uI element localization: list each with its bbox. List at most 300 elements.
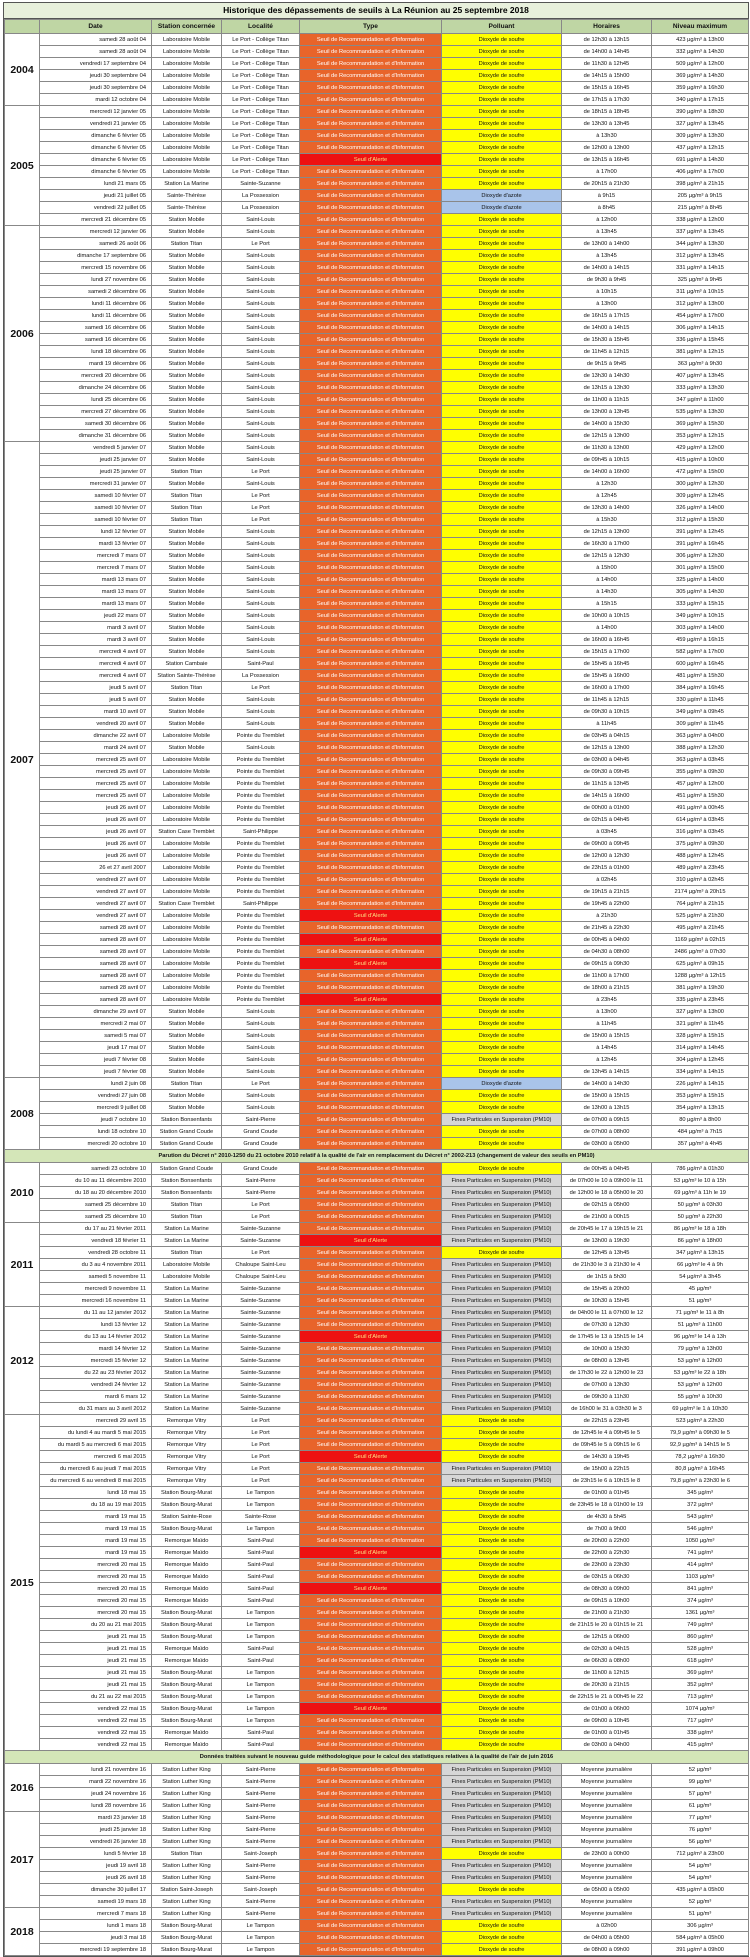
cell-date: jeudi 26 avril 07: [40, 850, 152, 862]
cell-max-level: 363 µg/m³ à 03h45: [652, 754, 749, 766]
cell-station: Station Grand Coude: [152, 1163, 222, 1175]
cell-station: Station Mobile: [152, 1090, 222, 1102]
cell-pollutant: Dioxyde de soufre: [442, 106, 562, 118]
table-row: [5, 334, 749, 346]
cell-hours: de 09h45 le 5 à 09h15 le 6: [562, 1439, 652, 1451]
cell-date: mercredi 2 mai 07: [40, 1018, 152, 1030]
cell-type: Seuil de Recommandation et d'Information: [300, 1631, 442, 1643]
cell-pollutant: Dioxyde de soufre: [442, 82, 562, 94]
cell-station: Laboratoire Mobile: [152, 814, 222, 826]
cell-date: dimanche 6 février 05: [40, 166, 152, 178]
cell-type: Seuil de Recommandation et d'Information: [300, 1114, 442, 1126]
cell-hours: de 22h15 le 21 à 00h45 le 22: [562, 1691, 652, 1703]
cell-type: Seuil de Recommandation et d'Information: [300, 1391, 442, 1403]
cell-max-level: 415 µg/m³ à 10h00: [652, 454, 749, 466]
cell-type: Seuil de Recommandation et d'Information: [300, 370, 442, 382]
cell-pollutant: Fines Particules en Suspension (PM10): [442, 1463, 562, 1475]
cell-max-level: 359 µg/m³ à 16h30: [652, 82, 749, 94]
table-row: [5, 286, 749, 298]
cell-station: Laboratoire Mobile: [152, 70, 222, 82]
cell-date: samedi 5 novembre 11: [40, 1271, 152, 1283]
cell-hours: de 20h00 à 22h00: [562, 1535, 652, 1547]
cell-max-level: 69 µg/m³ à 11h le 19: [652, 1187, 749, 1199]
cell-pollutant: Dioxyde de soufre: [442, 1547, 562, 1559]
cell-type: Seuil de Recommandation et d'Information: [300, 538, 442, 550]
table-row: [5, 658, 749, 670]
cell-pollutant: Dioxyde de soufre: [442, 910, 562, 922]
cell-max-level: 741 µg/m³: [652, 1547, 749, 1559]
cell-station: Station Mobile: [152, 478, 222, 490]
table-title: Historique des dépassements de seuils à La Réunion au 25 septembre 2018: [4, 3, 748, 19]
cell-type: Seuil de Recommandation et d'Information: [300, 1691, 442, 1703]
cell-station: Station Luther King: [152, 1800, 222, 1812]
cell-type: Seuil de Recommandation et d'Information: [300, 1427, 442, 1439]
cell-max-level: 96 µg/m³ le 14 à 13h: [652, 1331, 749, 1343]
cell-date: mardi 3 avril 07: [40, 634, 152, 646]
cell-date: vendredi 18 février 11: [40, 1235, 152, 1247]
cell-max-level: 528 µg/m³: [652, 1643, 749, 1655]
cell-type: Seuil de Recommandation et d'Information: [300, 478, 442, 490]
cell-type: Seuil de Recommandation et d'Information: [300, 1776, 442, 1788]
cell-hours: Moyenne journalière: [562, 1776, 652, 1788]
cell-station: Station Mobile: [152, 598, 222, 610]
cell-station: Station Mobile: [152, 454, 222, 466]
table-row: [5, 778, 749, 790]
cell-hours: de 01h00 à 01h45: [562, 1727, 652, 1739]
cell-locality: Saint-Louis: [222, 358, 300, 370]
table-row: [5, 442, 749, 454]
cell-hours: de 03h00 à 04h45: [562, 754, 652, 766]
cell-hours: à 13h00: [562, 298, 652, 310]
cell-station: Laboratoire Mobile: [152, 922, 222, 934]
table-row: [5, 934, 749, 946]
cell-station: Station Mobile: [152, 334, 222, 346]
cell-locality: Le Port - Collège Titan: [222, 34, 300, 46]
cell-locality: Sainte-Suzanne: [222, 178, 300, 190]
cell-type: Seuil de Recommandation et d'Information: [300, 1187, 442, 1199]
cell-hours: de 9h30 à 9h45: [562, 274, 652, 286]
cell-station: Station La Marine: [152, 1307, 222, 1319]
header-year: [5, 20, 40, 34]
cell-hours: de 15h45 à 16h00: [562, 670, 652, 682]
cell-date: lundi 18 mai 15: [40, 1487, 152, 1499]
cell-max-level: 56 µg/m³: [652, 1836, 749, 1848]
header-date: Date: [40, 20, 152, 34]
cell-station: Laboratoire Mobile: [152, 118, 222, 130]
cell-max-level: 51 µg/m³: [652, 1908, 749, 1920]
cell-max-level: 749 µg/m³: [652, 1619, 749, 1631]
cell-locality: Saint-Louis: [222, 382, 300, 394]
cell-pollutant: Dioxyde de soufre: [442, 1595, 562, 1607]
cell-type: Seuil de Recommandation et d'Information: [300, 1126, 442, 1138]
cell-station: Station Mobile: [152, 274, 222, 286]
cell-pollutant: Dioxyde de soufre: [442, 94, 562, 106]
table-row: [5, 598, 749, 610]
table-row: [5, 1391, 749, 1403]
cell-type: Seuil d'Alerte: [300, 154, 442, 166]
table-row: [5, 1727, 749, 1739]
cell-max-level: 301 µg/m³ à 15h00: [652, 562, 749, 574]
cell-max-level: 349 µg/m³ à 09h45: [652, 706, 749, 718]
cell-type: Seuil de Recommandation et d'Information: [300, 1884, 442, 1896]
cell-max-level: 764 µg/m³ à 21h15: [652, 898, 749, 910]
cell-type: Seuil de Recommandation et d'Information: [300, 1739, 442, 1751]
table-row: [5, 406, 749, 418]
cell-station: Laboratoire Mobile: [152, 994, 222, 1006]
cell-max-level: 309 µg/m³ à 12h45: [652, 490, 749, 502]
cell-locality: Pointe du Tremblet: [222, 934, 300, 946]
cell-pollutant: Dioxyde de soufre: [442, 1138, 562, 1150]
table-row: [5, 1175, 749, 1187]
cell-pollutant: Fines Particules en Suspension (PM10): [442, 1872, 562, 1884]
cell-hours: de 17h30 le 22 à 12h00 le 23: [562, 1367, 652, 1379]
cell-locality: Saint-Louis: [222, 718, 300, 730]
table-row: [5, 1523, 749, 1535]
cell-type: Seuil de Recommandation et d'Information: [300, 1283, 442, 1295]
cell-locality: Saint-Louis: [222, 598, 300, 610]
table-row: [5, 994, 749, 1006]
cell-pollutant: Dioxyde de soufre: [442, 754, 562, 766]
table-row: [5, 1667, 749, 1679]
cell-date: vendredi 17 septembre 04: [40, 58, 152, 70]
cell-date: lundi 1 mars 18: [40, 1920, 152, 1932]
cell-locality: Saint-Louis: [222, 406, 300, 418]
cell-hours: de 7h00 à 9h00: [562, 1523, 652, 1535]
cell-type: Seuil de Recommandation et d'Information: [300, 766, 442, 778]
table-row: [5, 1739, 749, 1751]
cell-type: Seuil de Recommandation et d'Information: [300, 1944, 442, 1956]
cell-locality: Saint-Louis: [222, 1066, 300, 1078]
table-row: [5, 1199, 749, 1211]
cell-station: Station Mobile: [152, 622, 222, 634]
cell-hours: de 10h00 à 10h15: [562, 610, 652, 622]
table-row: [5, 1271, 749, 1283]
cell-pollutant: Dioxyde de soufre: [442, 454, 562, 466]
cell-max-level: 372 µg/m³: [652, 1499, 749, 1511]
cell-pollutant: Fines Particules en Suspension (PM10): [442, 1199, 562, 1211]
cell-locality: Saint-Pierre: [222, 1908, 300, 1920]
cell-pollutant: Dioxyde de soufre: [442, 214, 562, 226]
cell-locality: Le Tampon: [222, 1932, 300, 1944]
cell-max-level: 78,2 µg/m³ à 16h30: [652, 1451, 749, 1463]
cell-locality: Saint-Pierre: [222, 1764, 300, 1776]
cell-max-level: 71 µg/m³ le 11 à 8h: [652, 1307, 749, 1319]
table-row: [5, 622, 749, 634]
cell-date: samedi 28 août 04: [40, 46, 152, 58]
cell-pollutant: Dioxyde de soufre: [442, 1667, 562, 1679]
cell-locality: Le Tampon: [222, 1944, 300, 1956]
cell-pollutant: Dioxyde de soufre: [442, 922, 562, 934]
header-row: [5, 20, 749, 34]
cell-date: mercredi 7 mars 18: [40, 1908, 152, 1920]
cell-date: du 10 au 11 décembre 2010: [40, 1175, 152, 1187]
cell-type: Seuil de Recommandation et d'Information: [300, 1030, 442, 1042]
cell-date: jeudi 7 octobre 10: [40, 1114, 152, 1126]
table-row: [5, 970, 749, 982]
table-row: [5, 1559, 749, 1571]
cell-pollutant: Fines Particules en Suspension (PM10): [442, 1764, 562, 1776]
cell-station: Station Bourg-Murat: [152, 1944, 222, 1956]
cell-date: vendredi 20 avril 07: [40, 718, 152, 730]
cell-locality: Pointe du Tremblet: [222, 958, 300, 970]
cell-hours: de 23h00 à 23h30: [562, 1559, 652, 1571]
cell-pollutant: Dioxyde de soufre: [442, 658, 562, 670]
cell-hours: de 20h45 le 17 à 19h15 le 21: [562, 1223, 652, 1235]
cell-date: samedi 28 avril 07: [40, 934, 152, 946]
cell-date: samedi 28 avril 07: [40, 922, 152, 934]
cell-date: mercredi 20 octobre 10: [40, 1138, 152, 1150]
cell-pollutant: Dioxyde de soufre: [442, 562, 562, 574]
cell-pollutant: Fines Particules en Suspension (PM10): [442, 1187, 562, 1199]
cell-type: Seuil de Recommandation et d'Information: [300, 1463, 442, 1475]
cell-station: Station La Marine: [152, 1331, 222, 1343]
table-row: [5, 838, 749, 850]
cell-pollutant: Dioxyde de soufre: [442, 418, 562, 430]
cell-pollutant: Dioxyde de soufre: [442, 862, 562, 874]
cell-station: Station Bourg-Murat: [152, 1667, 222, 1679]
cell-pollutant: Dioxyde de soufre: [442, 274, 562, 286]
cell-date: lundi 12 février 07: [40, 526, 152, 538]
cell-max-level: 414 µg/m³: [652, 1559, 749, 1571]
table-row: [5, 718, 749, 730]
cell-station: Station Bourg-Murat: [152, 1607, 222, 1619]
table-row: [5, 1703, 749, 1715]
cell-hours: à 14h45: [562, 1042, 652, 1054]
table-row: [5, 1860, 749, 1872]
cell-pollutant: Dioxyde de soufre: [442, 142, 562, 154]
cell-type: Seuil de Recommandation et d'Information: [300, 1824, 442, 1836]
cell-hours: de 23h15 le 6 à 10h15 le 8: [562, 1475, 652, 1487]
cell-max-level: 312 µg/m³ à 13h00: [652, 298, 749, 310]
cell-pollutant: Dioxyde de soufre: [442, 1487, 562, 1499]
cell-locality: Le Port: [222, 1463, 300, 1475]
table-row: [5, 190, 749, 202]
cell-date: jeudi 21 mai 15: [40, 1667, 152, 1679]
cell-date: dimanche 30 juillet 17: [40, 1884, 152, 1896]
table-row: [5, 1848, 749, 1860]
cell-type: Seuil de Recommandation et d'Information: [300, 202, 442, 214]
cell-date: mercredi 12 janvier 06: [40, 226, 152, 238]
cell-locality: Saint-Louis: [222, 1090, 300, 1102]
cell-station: Laboratoire Mobile: [152, 754, 222, 766]
cell-locality: Sainte-Suzanne: [222, 1367, 300, 1379]
cell-hours: de 16h30 à 17h00: [562, 538, 652, 550]
table-row: [5, 1247, 749, 1259]
regulation-note-row: [5, 1751, 749, 1764]
cell-locality: Le Port: [222, 502, 300, 514]
cell-pollutant: Dioxyde de soufre: [442, 1126, 562, 1138]
cell-max-level: 304 µg/m³ à 12h45: [652, 1054, 749, 1066]
cell-station: Station Bourg-Murat: [152, 1691, 222, 1703]
cell-hours: de 07h00 à 08h00: [562, 1126, 652, 1138]
table-row: [5, 1884, 749, 1896]
cell-pollutant: Dioxyde de soufre: [442, 34, 562, 46]
cell-max-level: 51 µg/m³ à 11h00: [652, 1319, 749, 1331]
table-row: [5, 514, 749, 526]
cell-max-level: 625 µg/m³ à 09h15: [652, 958, 749, 970]
cell-type: Seuil de Recommandation et d'Information: [300, 1295, 442, 1307]
table-row: [5, 358, 749, 370]
cell-station: Station Bourg-Murat: [152, 1715, 222, 1727]
table-row: [5, 1054, 749, 1066]
cell-date: du 22 au 23 février 2012: [40, 1367, 152, 1379]
cell-station: Station Bourg-Murat: [152, 1619, 222, 1631]
table-row: [5, 1776, 749, 1788]
cell-date: samedi 28 avril 07: [40, 982, 152, 994]
table-row: [5, 1788, 749, 1800]
cell-locality: Pointe du Tremblet: [222, 850, 300, 862]
cell-station: Remorque Vitry: [152, 1427, 222, 1439]
cell-date: mercredi 9 novembre 11: [40, 1283, 152, 1295]
cell-station: Station La Marine: [152, 1283, 222, 1295]
cell-date: mercredi 12 janvier 05: [40, 106, 152, 118]
cell-station: Station Bourg-Murat: [152, 1679, 222, 1691]
cell-max-level: 435 µg/m³ à 05h00: [652, 1884, 749, 1896]
cell-date: jeudi 21 mai 15: [40, 1655, 152, 1667]
cell-max-level: 406 µg/m³ à 17h00: [652, 166, 749, 178]
cell-date: mardi 13 février 07: [40, 538, 152, 550]
cell-max-level: 53 µg/m³ à 12h00: [652, 1355, 749, 1367]
table-row: [5, 886, 749, 898]
cell-locality: Saint-Paul: [222, 658, 300, 670]
cell-date: du 20 au 21 mai 2015: [40, 1619, 152, 1631]
cell-date: du 13 au 14 février 2012: [40, 1331, 152, 1343]
cell-type: Seuil de Recommandation et d'Information: [300, 1066, 442, 1078]
cell-station: Station Titan: [152, 502, 222, 514]
cell-date: jeudi 21 mai 15: [40, 1679, 152, 1691]
cell-hours: de 03h15 à 06h30: [562, 1571, 652, 1583]
cell-max-level: 1361 µg/m³: [652, 1607, 749, 1619]
cell-locality: Pointe du Tremblet: [222, 970, 300, 982]
cell-date: mardi 24 avril 07: [40, 742, 152, 754]
cell-max-level: 310 µg/m³ à 02h45: [652, 874, 749, 886]
cell-max-level: 311 µg/m³ à 10h15: [652, 286, 749, 298]
cell-hours: de 14h00 à 16h00: [562, 466, 652, 478]
cell-type: Seuil de Recommandation et d'Information: [300, 142, 442, 154]
table-row: [5, 1631, 749, 1643]
cell-date: vendredi 21 janvier 05: [40, 118, 152, 130]
cell-locality: Le Port: [222, 1078, 300, 1090]
cell-locality: Sainte-Suzanne: [222, 1343, 300, 1355]
table-row: [5, 310, 749, 322]
cell-pollutant: Dioxyde de soufre: [442, 886, 562, 898]
table-row: [5, 1018, 749, 1030]
cell-locality: Saint-Louis: [222, 1054, 300, 1066]
cell-max-level: 80 µg/m³ à 8h00: [652, 1114, 749, 1126]
cell-station: Remorque Maïdo: [152, 1655, 222, 1667]
cell-type: Seuil de Recommandation et d'Information: [300, 418, 442, 430]
cell-pollutant: Dioxyde de soufre: [442, 358, 562, 370]
cell-station: Laboratoire Mobile: [152, 154, 222, 166]
cell-station: Laboratoire Mobile: [152, 862, 222, 874]
cell-date: vendredi 27 avril 07: [40, 886, 152, 898]
cell-type: Seuil de Recommandation et d'Information: [300, 226, 442, 238]
cell-station: Station La Marine: [152, 1295, 222, 1307]
cell-station: Laboratoire Mobile: [152, 970, 222, 982]
cell-station: Station La Marine: [152, 1367, 222, 1379]
cell-pollutant: Dioxyde de soufre: [442, 1163, 562, 1175]
cell-type: Seuil de Recommandation et d'Information: [300, 1595, 442, 1607]
cell-date: mercredi 25 avril 07: [40, 778, 152, 790]
cell-hours: à 14h30: [562, 586, 652, 598]
cell-station: Station Mobile: [152, 742, 222, 754]
table-row: [5, 106, 749, 118]
cell-type: Seuil de Recommandation et d'Information: [300, 1054, 442, 1066]
cell-max-level: 305 µg/m³ à 14h30: [652, 586, 749, 598]
table-row: [5, 214, 749, 226]
cell-type: Seuil de Recommandation et d'Information: [300, 394, 442, 406]
cell-station: Remorque Maïdo: [152, 1559, 222, 1571]
cell-date: du mercredi 6 au jeudi 7 mai 2015: [40, 1463, 152, 1475]
cell-station: Station Case Tremblet: [152, 898, 222, 910]
cell-hours: à 11h45: [562, 718, 652, 730]
cell-hours: de 11h00 à 11h15: [562, 394, 652, 406]
cell-max-level: 205 µg/m³ à 9h15: [652, 190, 749, 202]
cell-date: jeudi 7 février 08: [40, 1066, 152, 1078]
cell-locality: Saint-Pierre: [222, 1776, 300, 1788]
cell-hours: de 01h00 à 01h45: [562, 1487, 652, 1499]
table-row: [5, 610, 749, 622]
cell-station: Sainte-Thérèse: [152, 202, 222, 214]
cell-date: mardi 10 avril 07: [40, 706, 152, 718]
cell-type: Seuil d'Alerte: [300, 1331, 442, 1343]
cell-station: Station Titan: [152, 490, 222, 502]
cell-type: Seuil de Recommandation et d'Information: [300, 1848, 442, 1860]
cell-type: Seuil de Recommandation et d'Information: [300, 790, 442, 802]
cell-locality: Saint-Louis: [222, 550, 300, 562]
cell-hours: de 11h30 à 12h45: [562, 58, 652, 70]
cell-station: Station La Marine: [152, 1391, 222, 1403]
cell-pollutant: Fines Particules en Suspension (PM10): [442, 1776, 562, 1788]
cell-pollutant: Dioxyde de soufre: [442, 946, 562, 958]
cell-max-level: 45 µg/m³: [652, 1283, 749, 1295]
cell-locality: Le Port: [222, 1247, 300, 1259]
cell-station: Station Mobile: [152, 406, 222, 418]
cell-date: du 18 au 20 décembre 2010: [40, 1187, 152, 1199]
cell-pollutant: Dioxyde de soufre: [442, 1703, 562, 1715]
table-row: [5, 682, 749, 694]
cell-type: Seuil de Recommandation et d'Information: [300, 1018, 442, 1030]
cell-locality: Pointe du Tremblet: [222, 946, 300, 958]
table-row: [5, 418, 749, 430]
cell-date: vendredi 27 avril 07: [40, 874, 152, 886]
cell-max-level: 52 µg/m³: [652, 1896, 749, 1908]
cell-station: Laboratoire Mobile: [152, 946, 222, 958]
cell-type: Seuil de Recommandation et d'Information: [300, 1211, 442, 1223]
cell-date: mercredi 20 mai 15: [40, 1595, 152, 1607]
cell-type: Seuil de Recommandation et d'Information: [300, 1559, 442, 1571]
table-row: [5, 706, 749, 718]
cell-date: samedi 2 décembre 06: [40, 286, 152, 298]
cell-max-level: 369 µg/m³: [652, 1667, 749, 1679]
table-row: [5, 250, 749, 262]
table-row: [5, 1499, 749, 1511]
cell-locality: Saint-Louis: [222, 1006, 300, 1018]
cell-max-level: 347 µg/m³ à 13h15: [652, 1247, 749, 1259]
cell-date: lundi 21 novembre 16: [40, 1764, 152, 1776]
cell-pollutant: Dioxyde de soufre: [442, 778, 562, 790]
cell-type: Seuil de Recommandation et d'Information: [300, 610, 442, 622]
cell-hours: de 21h00 à 21h30: [562, 1607, 652, 1619]
cell-locality: Saint-Paul: [222, 1559, 300, 1571]
cell-hours: de 13h00 à 13h15: [562, 1102, 652, 1114]
cell-locality: Le Port - Collège Titan: [222, 70, 300, 82]
cell-hours: de 07h00 le 10 à 09h00 le 11: [562, 1175, 652, 1187]
cell-pollutant: Fines Particules en Suspension (PM10): [442, 1367, 562, 1379]
cell-locality: Pointe du Tremblet: [222, 886, 300, 898]
cell-locality: Saint-Pierre: [222, 1788, 300, 1800]
cell-date: jeudi 24 novembre 16: [40, 1788, 152, 1800]
